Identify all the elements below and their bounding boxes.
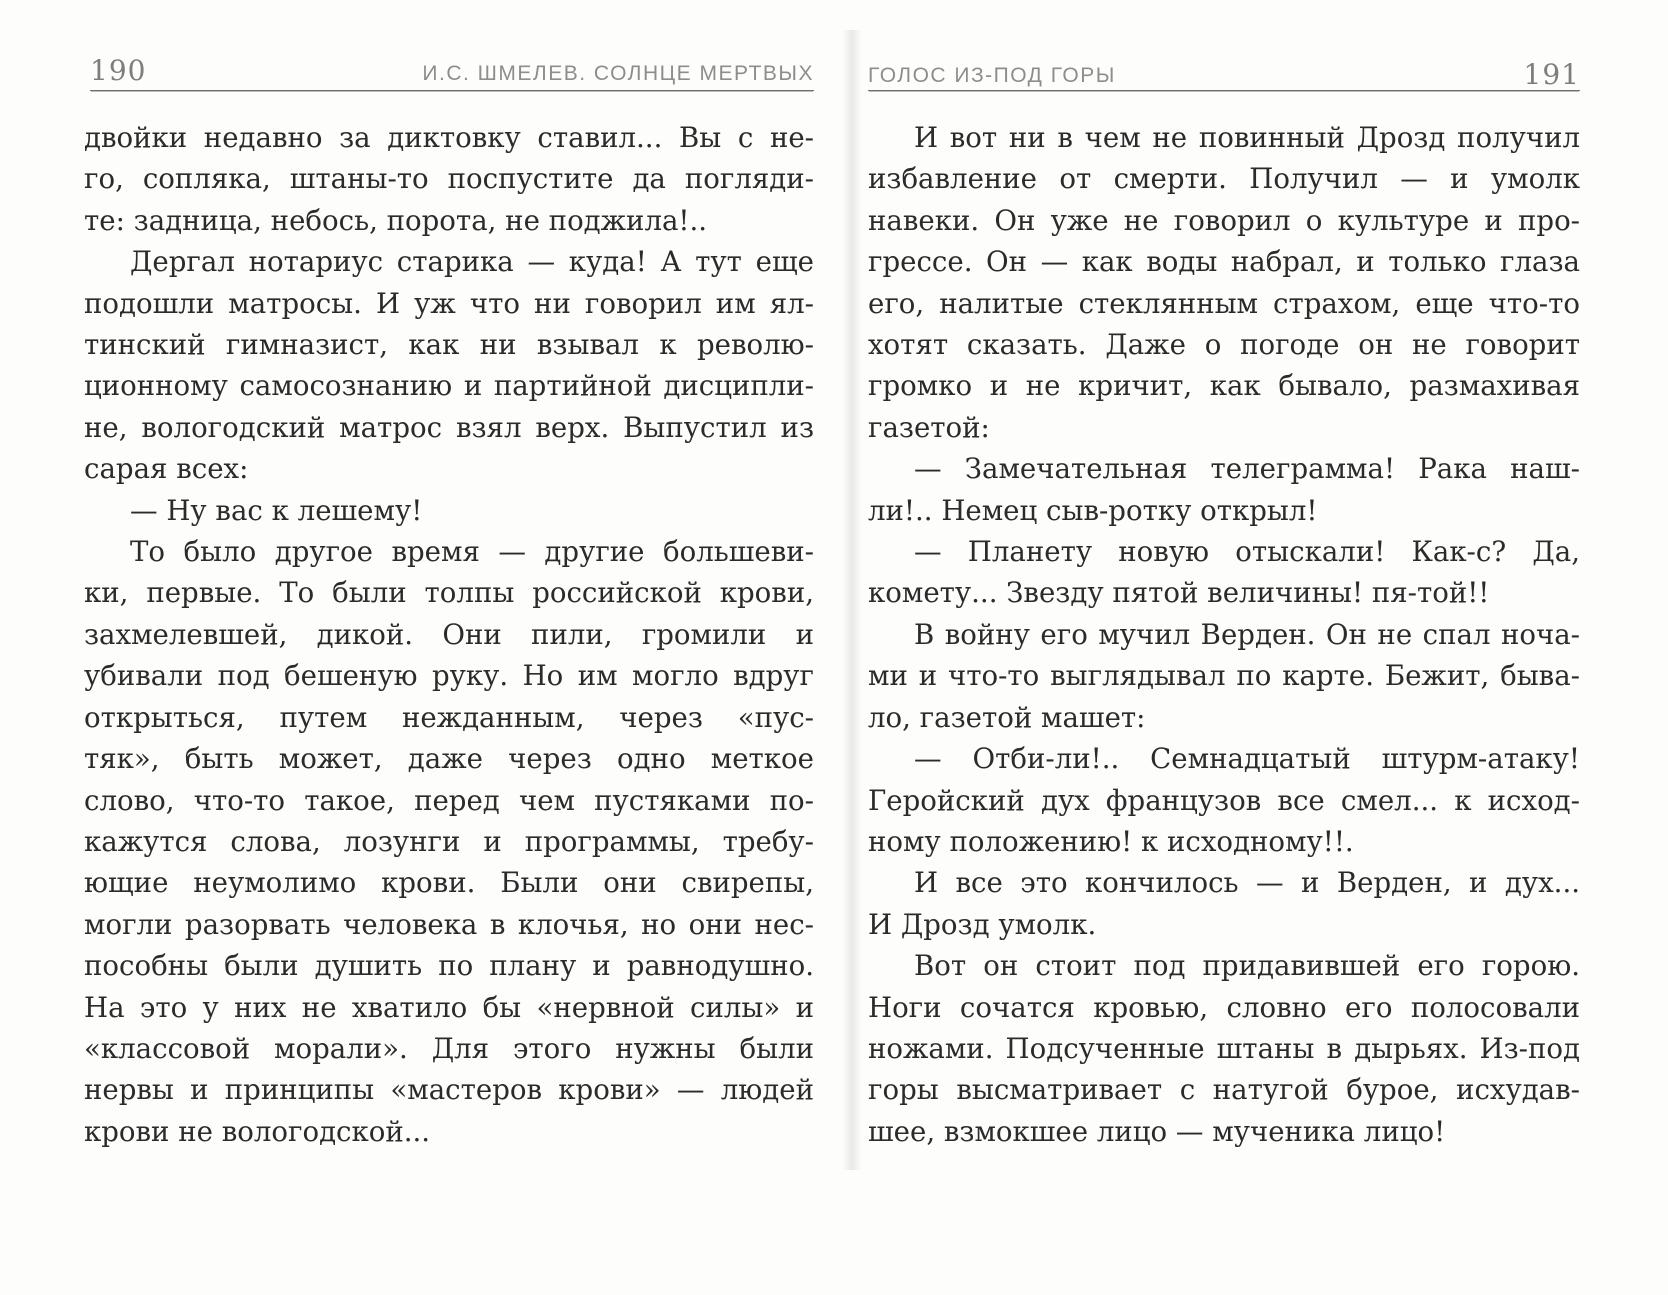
text-line: тяк», быть может, даже через одно меткое — [84, 742, 814, 776]
text-line: — Планету новую отыскали! Как-с? Да, — [914, 535, 1580, 569]
right-running-title: ГОЛОС ИЗ-ПОД ГОРЫ — [868, 64, 1116, 87]
text-line: го, сопляка, штаны-то поспустите да погляди- — [84, 162, 814, 196]
paragraph — [84, 117, 814, 241]
paragraph — [868, 945, 1580, 1152]
text-line: могли разорвать человека в клочья, но они нес- — [84, 907, 814, 941]
text-line: ли!.. Немец сыв-ротку открыл! — [868, 493, 1318, 527]
text-line: ки, первые. То были толпы российской крови, — [84, 576, 814, 610]
right-page — [868, 48, 1580, 1228]
paragraph — [84, 490, 814, 531]
text-line: газетой: — [868, 410, 990, 444]
left-running-head — [90, 48, 814, 91]
text-line: грессе. Он — как воды набрал, и только глаза — [868, 245, 1580, 279]
text-line: В войну его мучил Верден. Он не спал ноча- — [914, 617, 1580, 651]
left-running-title: И.С. ШМЕЛЕВ. СОЛНЦЕ МЕРТВЫХ — [422, 62, 814, 85]
paragraph — [868, 531, 1580, 614]
text-line: На это у них не хватило бы «нервной силы» и — [84, 990, 814, 1024]
text-line: кажутся слова, лозунги и программы, требу- — [84, 824, 814, 858]
text-line: — Ну вас к лешему! — [130, 493, 423, 527]
paragraph — [868, 117, 1580, 448]
text-line: крови не вологодской... — [84, 1114, 431, 1148]
text-line: захмелевшей, дикой. Они пили, громили и — [84, 617, 814, 651]
text-line: громко и не кричит, как бывало, размахивая — [868, 369, 1580, 403]
text-line: Вот он стоит под придавившей его горою. — [914, 949, 1580, 983]
text-line: сарая всех: — [84, 452, 249, 486]
text-line: ющие неумолимо крови. Были они свирепы, — [84, 866, 814, 900]
paragraph — [868, 738, 1580, 862]
text-line: хотят сказать. Даже о погоде он не говорит — [868, 328, 1580, 362]
right-page-number: 191 — [1523, 58, 1580, 91]
text-line: комету... Звезду пятой величины! пя-той!! — [868, 576, 1490, 610]
text-line: тинский гимназист, как ни взывал к револю- — [84, 328, 814, 362]
paragraph — [868, 862, 1580, 945]
paragraph — [868, 614, 1580, 738]
text-line: Дергал нотариус старика — куда! А тут еще — [130, 245, 814, 279]
text-line: пособны были душить по плану и равнодушно. — [84, 949, 814, 983]
paragraph — [84, 531, 814, 1152]
text-line: слово, что-то такое, перед чем пустяками по- — [84, 783, 814, 817]
text-line: — Отби-ли!.. Семнадцатый штурм-атаку! — [914, 742, 1580, 776]
right-page-text — [868, 117, 1580, 1152]
text-line: И вот ни в чем не повинный Дрозд получил — [914, 121, 1580, 154]
text-line: те: задница, небось, порота, не поджила!.. — [84, 203, 708, 237]
text-line: ми и что-то выглядывал по карте. Бежит, быва- — [868, 659, 1580, 693]
text-line: не, вологодский матрос взял верх. Выпустил из — [84, 410, 814, 444]
book-gutter — [842, 30, 862, 1170]
text-line: «классовой морали». Для этого нужны были — [84, 1031, 814, 1065]
text-line: Геройский дух французов все смел... к исход- — [868, 783, 1580, 817]
text-line: И Дрозд умолк. — [868, 907, 1097, 941]
text-line: его, налитые стеклянным страхом, еще что-то — [868, 286, 1580, 320]
text-line: ножами. Подсученные штаны в дырьях. Из-под — [868, 1031, 1580, 1065]
text-line: горы высматривает с натугой бурое, исхудав- — [868, 1073, 1580, 1107]
left-page-number: 190 — [90, 54, 147, 87]
text-line: ционному самосознанию и партийной дисципли- — [84, 369, 814, 403]
left-page-text — [84, 117, 814, 1152]
text-line: подошли матросы. И уж что ни говорил им ял- — [84, 286, 814, 320]
text-line: избавление от смерти. Получил — и умолк — [868, 162, 1580, 196]
text-line: — Замечательная телеграмма! Рака наш- — [914, 452, 1580, 486]
right-running-head — [868, 48, 1580, 91]
text-line: открыться, путем нежданным, через «пус- — [84, 700, 814, 734]
left-page — [84, 48, 814, 1228]
text-line: И все это кончилось — и Верден, и дух... — [914, 866, 1580, 900]
paragraph — [84, 241, 814, 489]
text-line: То было другое время — другие большеви- — [130, 535, 814, 569]
text-line: двойки недавно за диктовку ставил... Вы с не- — [84, 121, 814, 154]
text-line: нервы и принципы «мастеров крови» — людей — [84, 1073, 814, 1107]
text-line: Ноги сочатся кровью, словно его полосовали — [868, 990, 1580, 1024]
text-line: шее, взмокшее лицо — мученика лицо! — [868, 1114, 1446, 1148]
paragraph — [868, 448, 1580, 531]
text-line: убивали под бешеную руку. Но им могло вдруг — [84, 659, 814, 693]
text-line: ному положению! к исходному!!. — [868, 824, 1354, 858]
text-line: навеки. Он уже не говорил о культуре и про- — [868, 203, 1580, 237]
text-line: ло, газетой машет: — [868, 700, 1146, 734]
